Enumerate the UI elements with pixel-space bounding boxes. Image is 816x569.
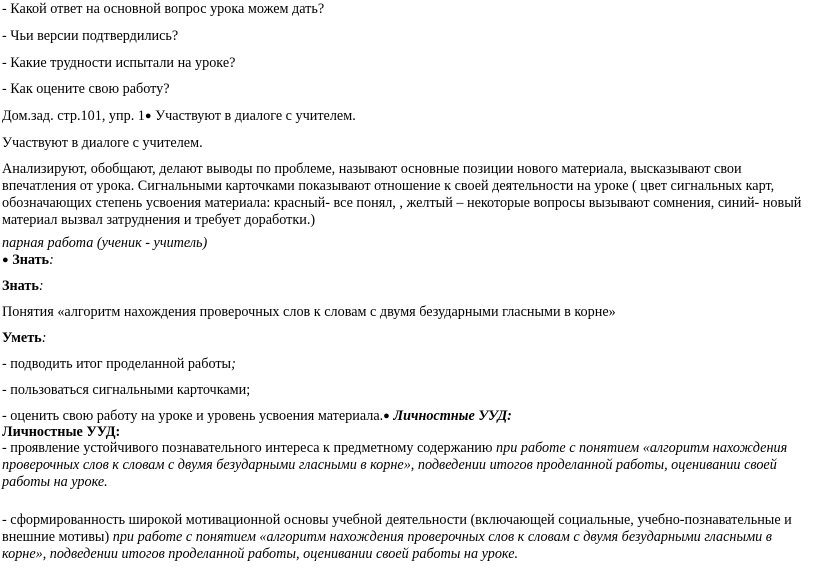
skill-evaluate-label: Личностные УУД: xyxy=(389,408,512,424)
concepts-line: Понятия «алгоритм нахождения проверочных слов к словам с двумя безударными гласными в корне» xyxy=(2,304,616,320)
personal-1-italic: при работе с понятием «алгоритм нахождения проверочных слов к словам с двумя безударными гласными в корне», подведении итогов проделанной работы, оценивании своей работы на уроке. xyxy=(2,440,788,490)
know-bullet-line xyxy=(2,252,54,269)
able-heading-colon: : xyxy=(41,330,47,346)
skill-evaluate xyxy=(2,408,512,425)
dialog-line: Участвуют в диалоге с учителем. xyxy=(2,135,203,151)
know-heading-label: Знать xyxy=(2,278,39,294)
question-self-assessment: - Как оцените свою работу? xyxy=(2,81,170,97)
able-heading xyxy=(2,330,46,347)
know-bullet-colon: : xyxy=(49,252,54,268)
pair-work-line: парная работа (ученик - учитель) xyxy=(2,235,208,251)
homework-line xyxy=(2,108,356,125)
skill-summarize xyxy=(2,356,236,373)
bullet-icon: ● xyxy=(144,110,152,122)
skill-cards: - пользоваться сигнальными карточками; xyxy=(2,382,251,398)
skill-summarize-text: - подводить итог проделанной работы xyxy=(2,356,232,372)
bullet-icon: ● xyxy=(383,410,390,422)
analysis-paragraph: Анализируют, обобщают, делают выводы по проблеме, называют основные позиции нового материала, высказывают свои впечатления от урока. Сигнальными карточками показывают отношение к своей деятельности на уроке ( цвет сигнальных карт, обозначающих степень усвоения материала: красный- все понял, , желтый – некоторые вопросы вызывают сомнения, синий- новый материал вызвал затруднения и требует доработки.) xyxy=(2,161,802,228)
personal-2-plain: - сформированность широкой мотивационной основы учебной деятельности (включающей социальные, учебно-познавательные и внешние мотивы) xyxy=(2,512,792,545)
bullet-icon: ● xyxy=(2,254,9,266)
homework-text: Дом.зад. стр.101, упр. 1 xyxy=(2,108,145,124)
question-versions: - Чьи версии подтвердились? xyxy=(2,28,179,44)
question-main-answer: - Какой ответ на основной вопрос урока можем дать? xyxy=(2,1,325,17)
know-heading xyxy=(2,278,44,295)
know-heading-colon: : xyxy=(38,278,44,294)
skill-summarize-end: ; xyxy=(231,356,236,372)
personal-paragraph-2 xyxy=(2,512,810,563)
personal-2-italic: при работе с понятием «алгоритм нахождения проверочных слов к словам с двумя безударными гласными в корне», подведении итогов проделанной работы, оценивании своей работы на уроке. xyxy=(2,529,772,562)
homework-trail: Участвуют в диалоге с учителем. xyxy=(151,108,356,124)
question-difficulties: - Какие трудности испытали на уроке? xyxy=(2,55,236,71)
personal-1-plain: - проявление устойчивого познавательного интереса к предметному содержанию xyxy=(2,440,497,456)
personal-paragraph-1 xyxy=(2,440,810,491)
personal-heading: Личностные УУД: xyxy=(2,424,121,440)
skill-evaluate-text: - оценить свою работу на уроке и уровень усвоения материала. xyxy=(2,408,384,424)
know-bullet-label: Знать xyxy=(8,252,50,268)
able-heading-label: Уметь xyxy=(2,330,42,346)
